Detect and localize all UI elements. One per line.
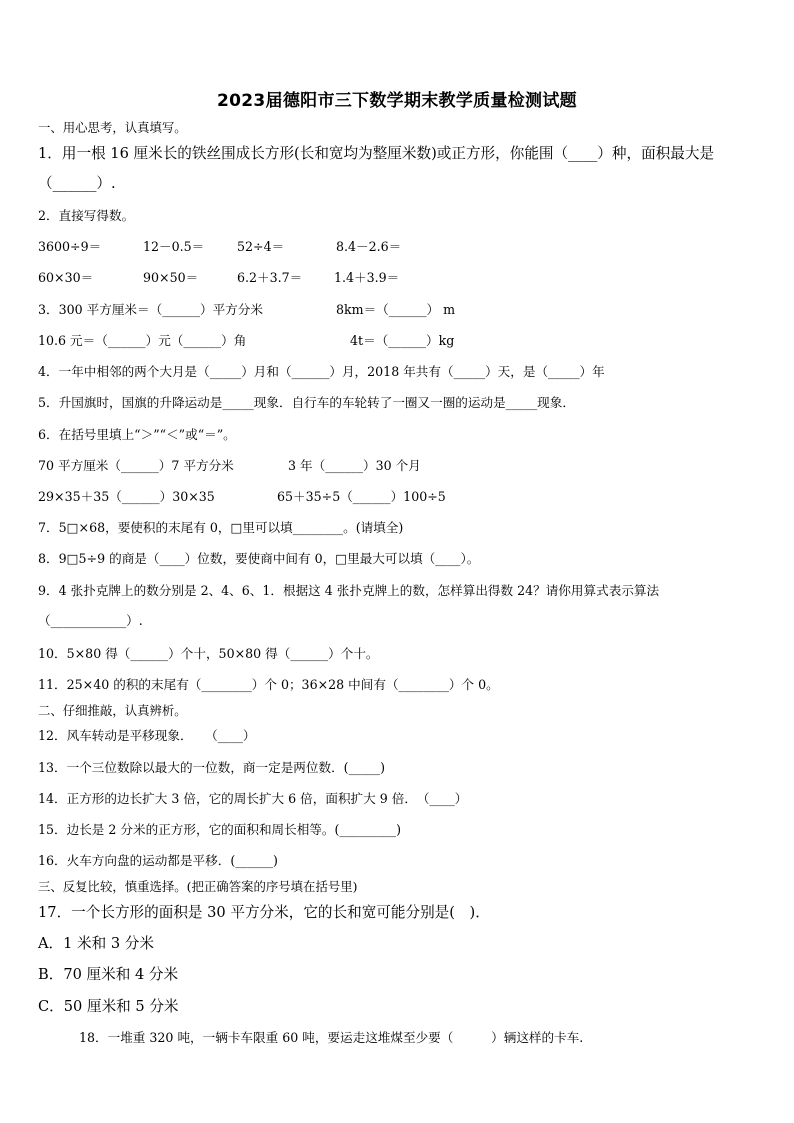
question-10: 10．5×80 得（______）个十，50×80 得（______）个十。 [38,646,379,661]
question-3-part-b: 8km＝（______） m [336,302,456,317]
section-2-heading: 二、仔细推敲，认真辨析。 [38,703,187,718]
question-6-item: 3 年（______）30 个月 [288,458,421,473]
calc-item: 6.2＋3.7＝ [237,270,303,285]
question-15: 15．边长是 2 分米的正方形，它的面积和周长相等。(_________) [38,822,402,837]
question-14: 14．正方形的边长扩大 3 倍，它的周长扩大 6 倍，面积扩大 9 倍． （____） [38,791,468,806]
question-6-item: 29×35＋35（______）30×35 [38,489,215,504]
section-3-heading: 三、反复比较，慎重选择。(把正确答案的序号填在括号里) [38,879,358,894]
question-9-line-2: （____________）. [38,613,143,628]
question-5: 5．升国旗时，国旗的升降运动是_____现象．自行车的车轮转了一圈又一圈的运动是_____现象． [38,395,575,410]
question-6: 6．在括号里填上“＞”“＜”或“＝”。 [38,427,236,442]
question-3-part-a: 3．300 平方厘米＝（______）平方分米 [38,302,263,317]
calc-item: 90×50＝ [143,270,199,285]
calc-item: 60×30＝ [38,270,94,285]
question-11: 11．25×40 的积的末尾有（________）个 0；36×28 中间有（________）个 0。 [38,677,499,692]
calc-item: 1.4＋3.9＝ [334,270,400,285]
question-12: 12．风车转动是平移现象． （____） [38,728,256,743]
section-1-heading: 一、用心思考，认真填写。 [38,120,187,135]
option-c: C．50 厘米和 5 分米 [38,998,179,1015]
question-8: 8．9□5÷9 的商是（____）位数，要使商中间有 0，□里最大可以填（____）。 [38,551,480,566]
question-3-part-c: 10.6 元＝（______）元（______）角 [38,333,247,348]
question-3-part-d: 4t＝（______）kg [350,333,455,348]
question-9-line-1: 9．4 张扑克牌上的数分别是 2、4、6、1．根据这 4 张扑克牌上的数，怎样算出得数 24？请你用算式表示算法 [38,583,660,598]
question-2: 2．直接写得数。 [38,208,135,223]
option-a: A．1 米和 3 分米 [38,935,154,952]
question-6-item: 65＋35÷5（______）100÷5 [277,489,446,504]
question-6-item: 70 平方厘米（______）7 平方分米 [38,458,234,473]
question-16: 16．火车方向盘的运动都是平移．(______) [38,853,278,868]
question-7: 7．5□×68，要使积的末尾有 0，□里可以填________。(请填全) [38,520,404,535]
question-4: 4．一年中相邻的两个大月是（_____）月和（______）月，2018 年共有（_____）天，是（_____）年 [38,364,605,379]
question-1-line-1: 1．用一根 16 厘米长的铁丝围成长方形(长和宽均为整厘米数)或正方形，你能围（____）种，面积最大是 [38,145,715,162]
calc-item: 52÷4＝ [237,239,285,254]
question-13: 13．一个三位数除以最大的一位数，商一定是两位数．(_____) [38,760,385,775]
question-17: 17．一个长方形的面积是 30 平方分米，它的长和宽可能分别是( )． [38,904,490,921]
option-b: B．70 厘米和 4 分米 [38,966,179,983]
calc-item: 12－0.5＝ [143,239,205,254]
calc-item: 3600÷9＝ [38,239,102,254]
question-1-line-2: （______）. [38,175,116,192]
page-title: 2023届德阳市三下数学期末教学质量检测试题 [217,91,577,111]
calc-item: 8.4－2.6＝ [336,239,402,254]
question-18: 18．一堆重 320 吨，一辆卡车限重 60 吨，要运走这堆煤至少要（ ）辆这样的卡车. [79,1030,584,1045]
